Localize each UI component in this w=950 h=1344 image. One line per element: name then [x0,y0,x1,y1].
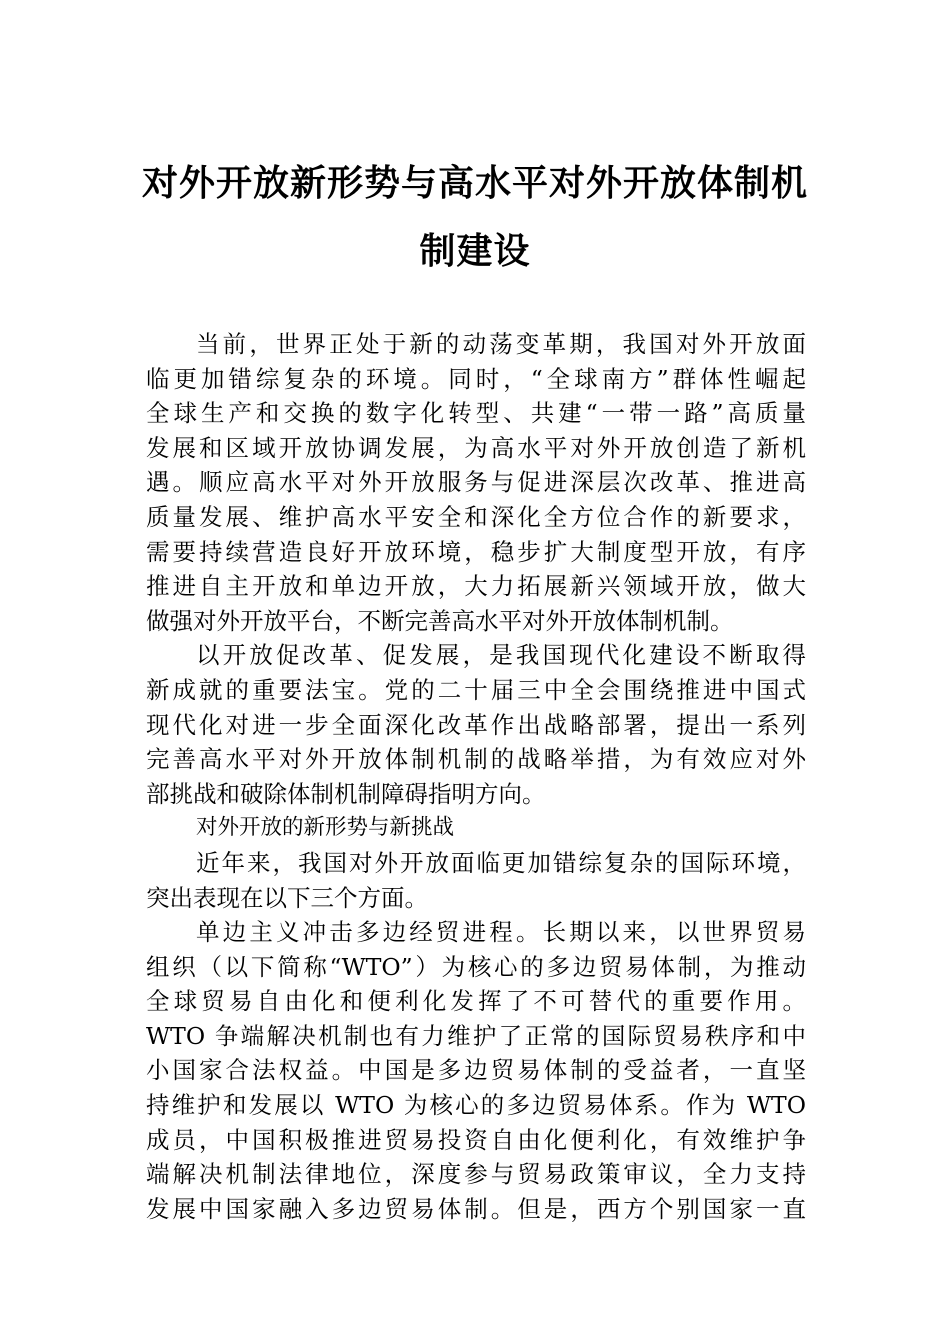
paragraph-line: 完善高水平对外开放体制机制的战略举措，为有效应对外 [146,745,806,774]
paragraph-line: 做强对外开放平台，不断完善高水平对外开放体制机制。 [146,606,734,635]
paragraph-line: WTO 争端解决机制也有力维护了正常的国际贸易秩序和中 [146,1021,806,1050]
paragraph-line: 全球生产和交换的数字化转型、共建“一带一路”高质量 [146,399,806,428]
paragraph-line: 现代化对进一步全面深化改革作出战略部署，提出一系列 [146,710,806,739]
paragraph-line: 突出表现在以下三个方面。 [146,883,428,912]
paragraph-line: 质量发展、维护高水平安全和深化全方位合作的新要求， [146,502,806,531]
paragraph-line: 发展中国家融入多边贸易体制。但是，西方个别国家一直 [146,1194,806,1223]
paragraph-line: 全球贸易自由化和便利化发挥了不可替代的重要作用。 [146,987,806,1016]
paragraph-line: 当前，世界正处于新的动荡变革期，我国对外开放面 [196,330,806,358]
paragraph-line: 单边主义冲击多边经贸进程。长期以来，以世界贸易 [196,918,806,947]
paragraph-line: 部挑战和破除体制机制障碍指明方向。 [146,779,546,808]
paragraph-line: 近年来，我国对外开放面临更加错综复杂的国际环境， [196,848,806,877]
paragraph-line: 发展和区域开放协调发展，为高水平对外开放创造了新机 [146,433,806,462]
paragraph-line: 小国家合法权益。中国是多边贸易体制的受益者，一直坚 [146,1056,806,1085]
paragraph-line: 需要持续营造良好开放环境，稳步扩大制度型开放，有序 [146,537,806,566]
paragraph-line: 以开放促改革、促发展，是我国现代化建设不断取得 [196,641,806,670]
paragraph-line: 持维护和发展以 WTO 为核心的多边贸易体系。作为 WTO [146,1091,806,1120]
paragraph-line: 端解决机制法律地位，深度参与贸易政策审议，全力支持 [146,1160,806,1189]
section-heading: 对外开放的新形势与新挑战 [196,815,455,841]
paragraph-line: 临更加错综复杂的环境。同时，“全球南方”群体性崛起 [146,364,806,393]
paragraph-line: 新成就的重要法宝。党的二十届三中全会围绕推进中国式 [146,675,806,704]
paragraph-line: 遇。顺应高水平对外开放服务与促进深层次改革、推进高 [146,468,806,497]
document-body [146,327,806,1226]
document-title-line-1: 对外开放新形势与高水平对外开放体制机 [141,162,808,204]
paragraph-line: 成员，中国积极推进贸易投资自由化便利化，有效维护争 [146,1125,806,1154]
paragraph-line: 推进自主开放和单边开放，大力拓展新兴领域开放，做大 [146,572,806,601]
paragraph-line: 组织（以下简称“WTO”）为核心的多边贸易体制，为推动 [146,952,806,981]
document-title-line-2: 制建设 [419,230,531,272]
